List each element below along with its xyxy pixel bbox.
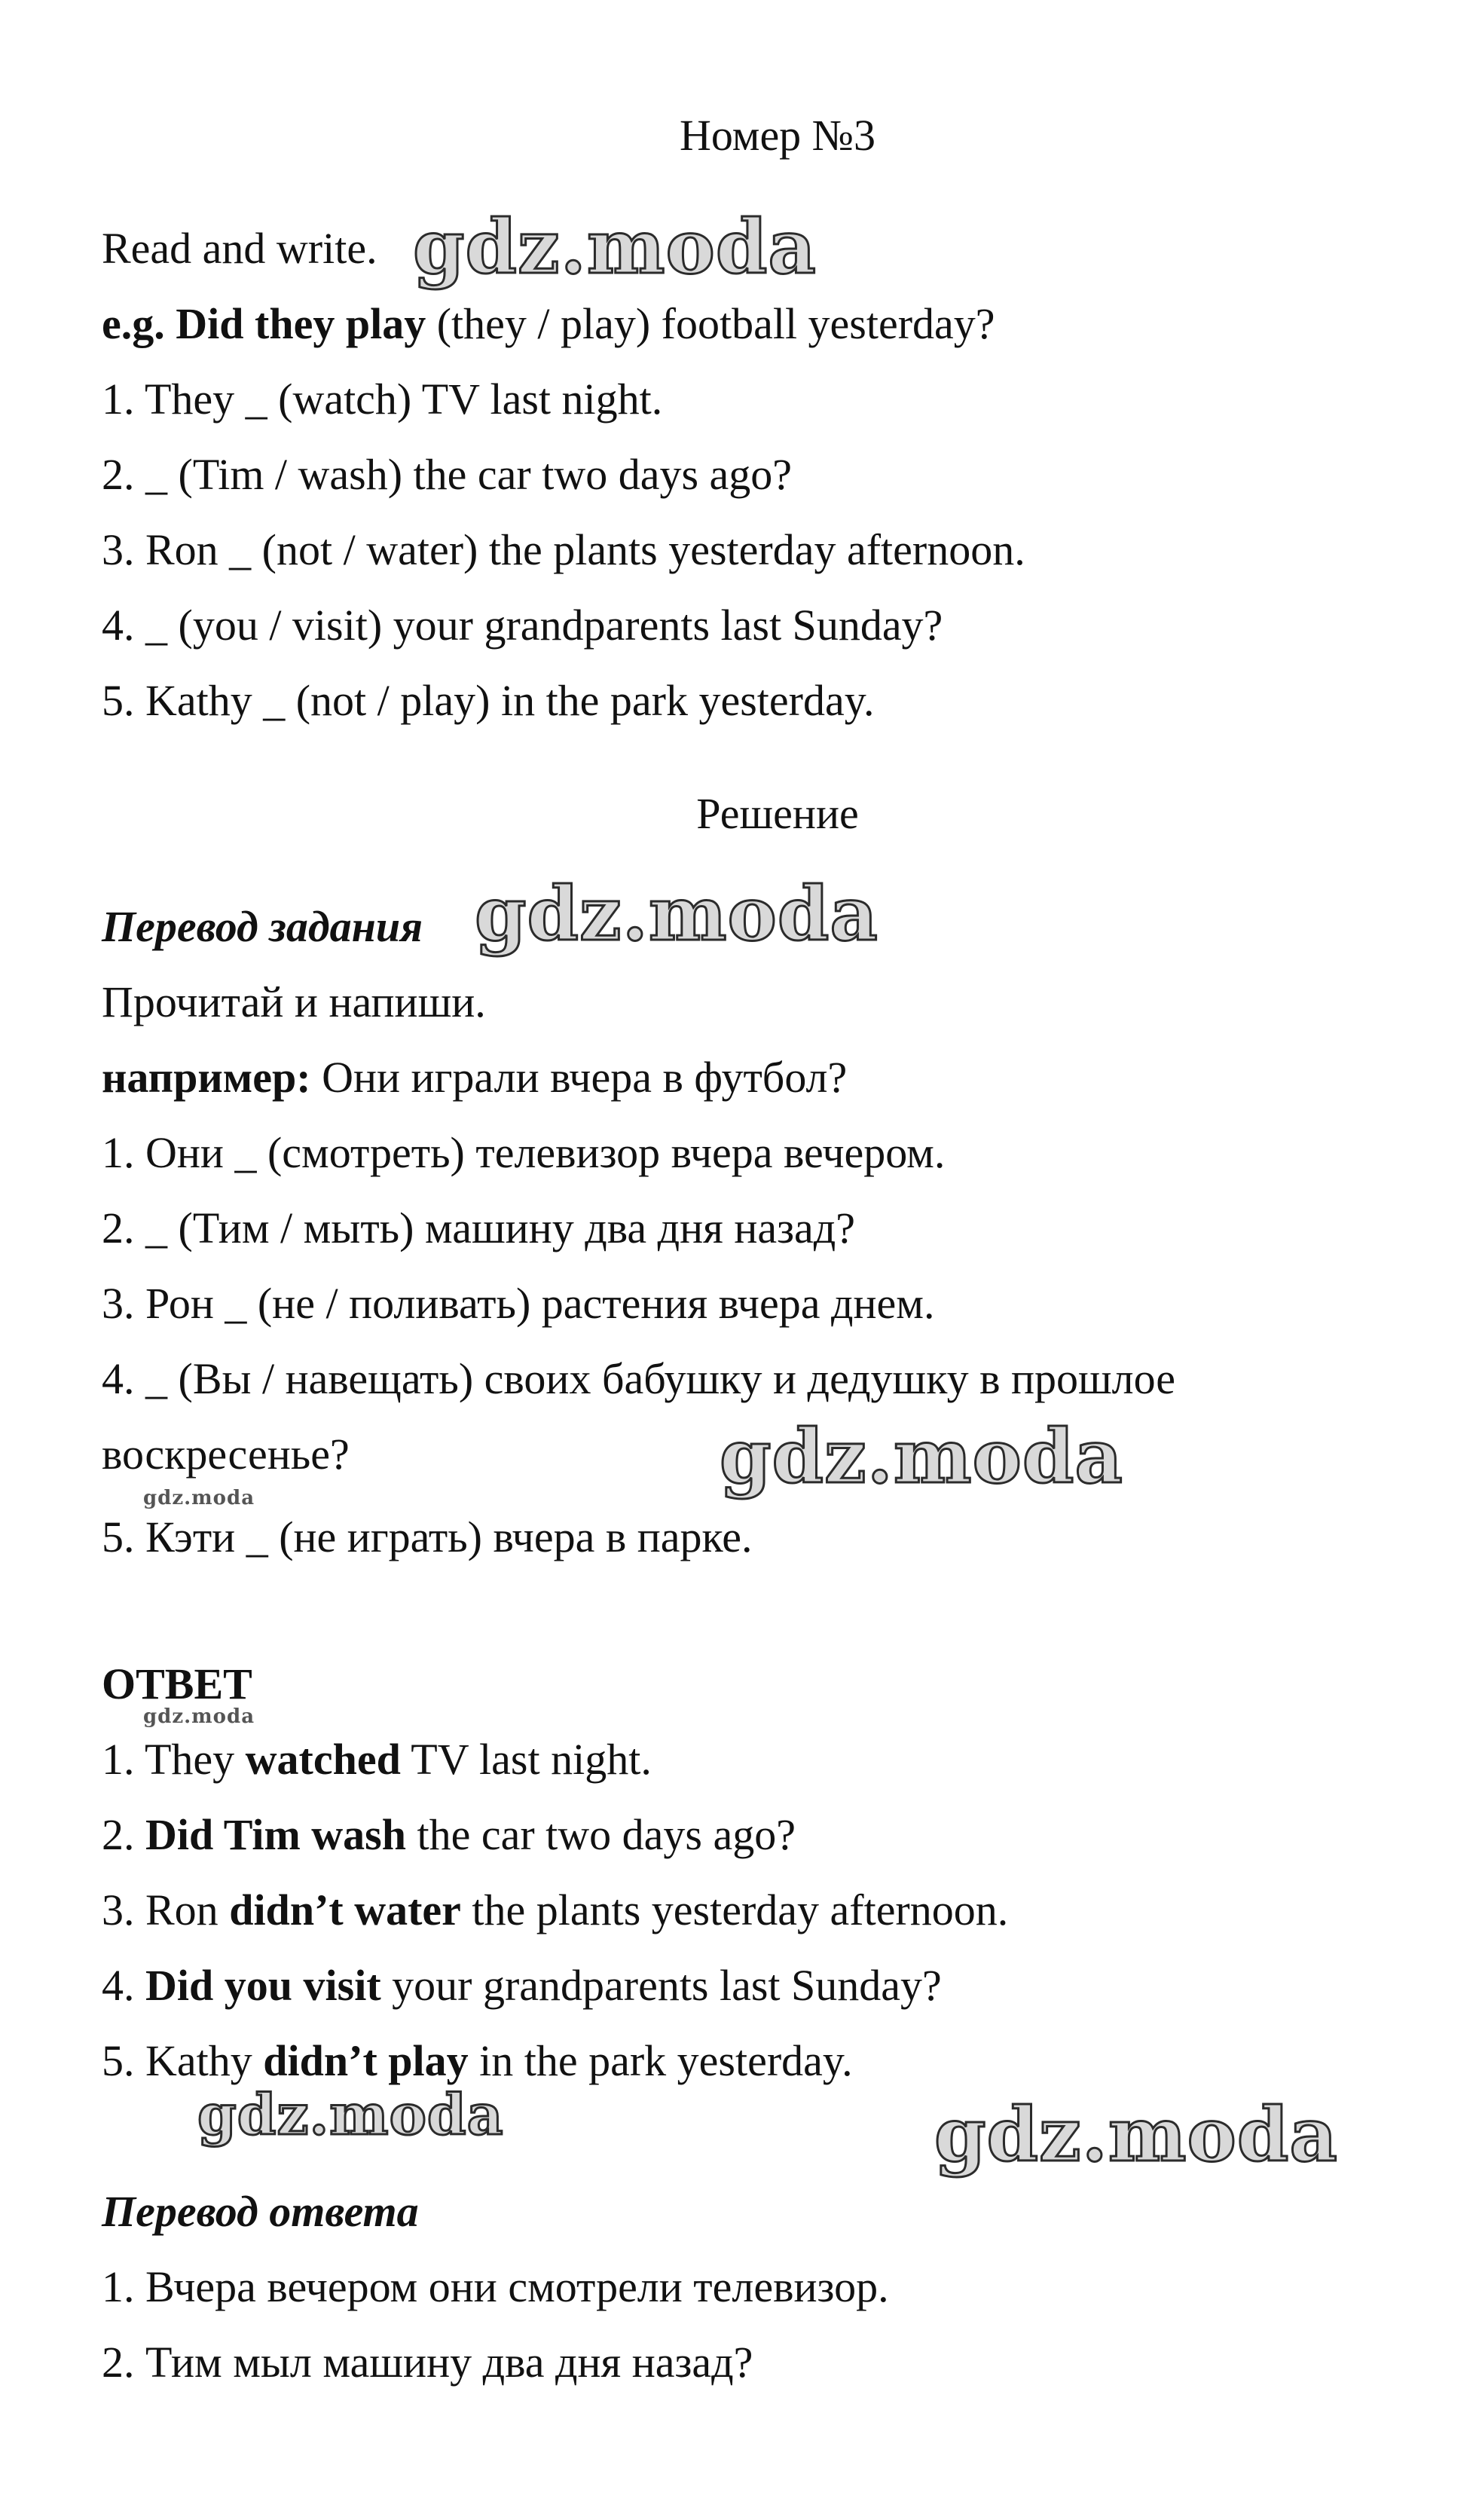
answer-item-post: your grandparents last Sunday? (380, 1961, 942, 2010)
task-item: 5. Kathy _ (not / play) in the park yesterday. (102, 676, 875, 725)
translation-example-prefix: например: (102, 1053, 311, 1102)
translation-example-text: Они играли вчера в футбол? (322, 1053, 848, 1102)
answer-heading: ОТВЕТ (102, 1659, 252, 1708)
watermark: gdz.moda (934, 2092, 1338, 2179)
page-title: Номер №3 (679, 111, 876, 160)
answer-translation-item: 1. Вчера вечером они смотрели телевизор. (102, 2262, 889, 2311)
answer-item-post: the car two days ago? (406, 1810, 796, 1859)
task-translation-heading: Перевод задания (102, 902, 423, 951)
answer-item-pre: 3. Ron (102, 1885, 230, 1934)
task-translation-instruction: Прочитай и напиши. (102, 977, 486, 1026)
solution-heading: Решение (696, 789, 859, 838)
task-translation-item: 4. _ (Вы / навещать) своих бабушку и дедушку в прошлое (102, 1354, 1176, 1403)
answer-item-bold: Did you visit (145, 1961, 381, 2010)
answer-item-pre: 1. They (102, 1735, 246, 1784)
answer-item-post: TV last night. (400, 1735, 652, 1784)
task-item: 4. _ (you / visit) your grandparents last Sunday? (102, 601, 943, 650)
answer-item-bold: watched (245, 1735, 401, 1784)
task-translation-item: 2. _ (Тим / мыть) машину два дня назад? (102, 1203, 856, 1252)
answer-item-pre: 5. Kathy (102, 2036, 264, 2085)
watermark-small: gdz.moda (143, 1487, 255, 1509)
task-item: 3. Ron _ (not / water) the plants yesterday afternoon. (102, 525, 1025, 574)
example-prefix: e.g. (102, 299, 165, 348)
answer-item (102, 2035, 853, 2087)
task-example (102, 298, 995, 350)
task-translation-item-continued: воскресенье? (102, 1430, 350, 1479)
answer-item (102, 1884, 1008, 1937)
task-translation-example (102, 1051, 847, 1104)
answer-item (102, 1809, 796, 1861)
answer-item-bold: didn’t play (263, 2036, 469, 2085)
task-translation-item: 1. Они _ (смотреть) телевизор вчера вечером. (102, 1128, 946, 1177)
answer-item-bold: didn’t water (229, 1885, 461, 1934)
watermark: gdz.moda (475, 871, 879, 958)
answer-item-pre: 4. (102, 1961, 145, 2010)
watermark: gdz.moda (413, 204, 817, 291)
watermark: gdz.moda (197, 2083, 504, 2148)
answer-item-bold: Did Tim wash (145, 1810, 406, 1859)
watermark: gdz.moda (720, 1414, 1123, 1500)
example-rest: (they / play) football yesterday? (436, 299, 995, 348)
answer-translation-heading: Перевод ответа (102, 2187, 419, 2236)
watermark-small: gdz.moda (143, 1705, 255, 1728)
answer-item-post: in the park yesterday. (468, 2036, 853, 2085)
task-item: 2. _ (Tim / wash) the car two days ago? (102, 450, 793, 499)
answer-item-pre: 2. (102, 1810, 145, 1859)
example-answer: Did they play (176, 299, 426, 348)
answer-translation-item: 2. Тим мыл машину два дня назад? (102, 2338, 753, 2387)
task-translation-item: 5. Кэти _ (не играть) вчера в парке. (102, 1512, 753, 1561)
task-instruction: Read and write. (102, 224, 377, 273)
answer-item-post: the plants yesterday afternoon. (460, 1885, 1009, 1934)
answer-item (102, 1733, 652, 1786)
task-translation-item: 3. Рон _ (не / поливать) растения вчера днем. (102, 1279, 935, 1328)
task-item: 1. They _ (watch) TV last night. (102, 375, 663, 424)
answer-item (102, 1959, 942, 2012)
